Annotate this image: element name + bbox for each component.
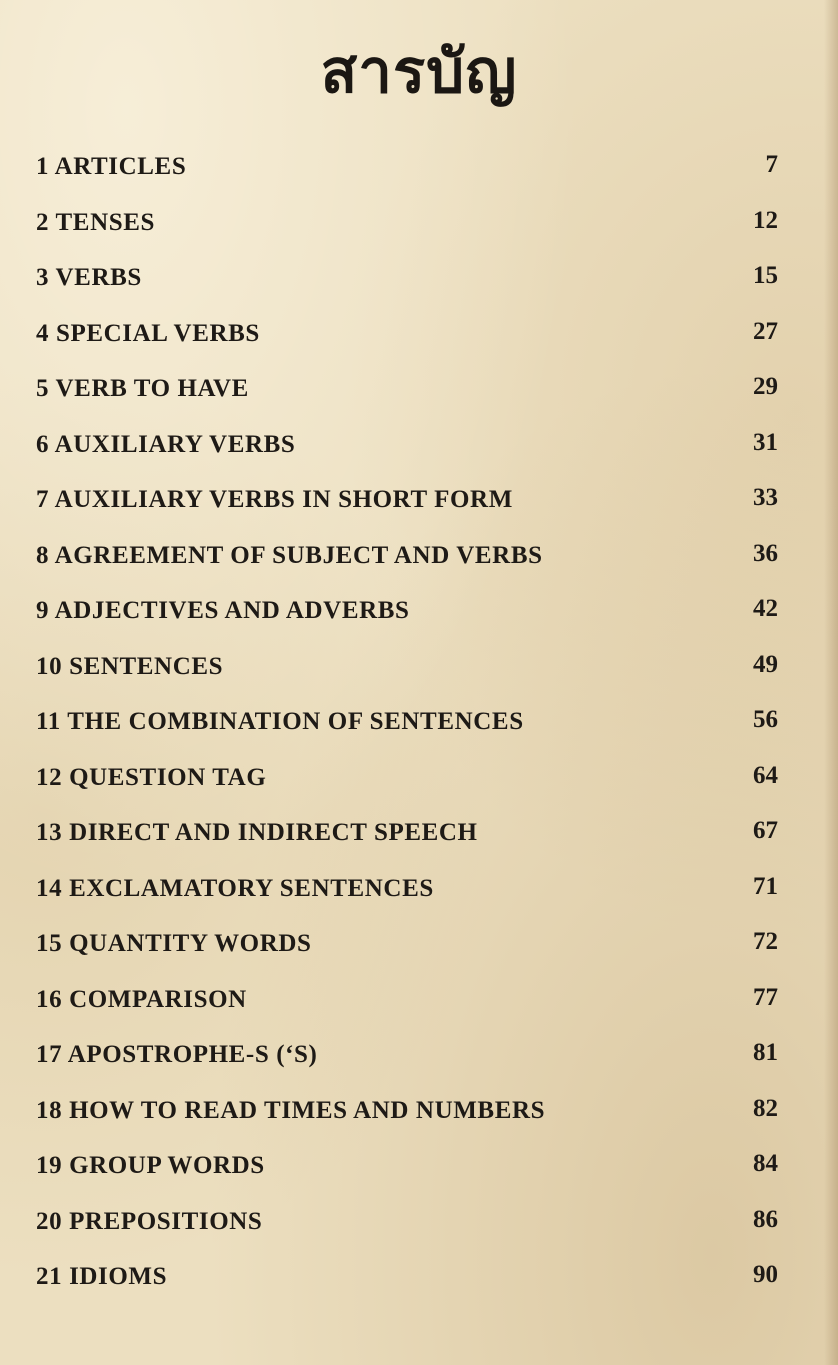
toc-entry-page-number: 84 xyxy=(753,1150,778,1177)
toc-entry-label xyxy=(36,764,266,792)
toc-entry-title: EXCLAMATORY SENTENCES xyxy=(69,874,434,902)
toc-entry-page-number: 36 xyxy=(753,539,778,567)
toc-entry-label xyxy=(36,1208,262,1236)
toc-entry-page-number: 7 xyxy=(765,151,778,178)
toc-entry-page-number: 42 xyxy=(753,595,778,622)
toc-entry xyxy=(0,1033,838,1089)
toc-entry-title: ARTICLES xyxy=(54,153,187,180)
toc-entry-page-number: 15 xyxy=(753,262,778,289)
toc-entry-number: 4 xyxy=(36,319,50,347)
toc-entry-title: QUESTION TAG xyxy=(69,763,267,791)
toc-entry-title: APOSTROPHE-S (‘S) xyxy=(67,1041,318,1068)
toc-entry xyxy=(0,367,838,423)
toc-entry-label xyxy=(36,431,295,459)
toc-entry-page-number: 71 xyxy=(753,872,778,900)
toc-entry-number: 21 xyxy=(36,1263,63,1290)
toc-entry-title: SPECIAL VERBS xyxy=(55,319,260,347)
toc-entry xyxy=(0,1255,838,1311)
toc-entry xyxy=(0,1144,838,1200)
toc-entry-number: 10 xyxy=(36,652,63,680)
toc-entry-title: QUANTITY WORDS xyxy=(69,930,312,957)
toc-entry-title: HOW TO READ TIMES AND NUMBERS xyxy=(69,1096,546,1124)
toc-entry-number: 18 xyxy=(36,1096,63,1124)
toc-entry xyxy=(0,978,838,1034)
toc-entry-page-number: 56 xyxy=(753,706,778,733)
toc-entry-page-number: 90 xyxy=(753,1261,778,1288)
toc-entry-number: 11 xyxy=(36,708,61,735)
toc-entry-number: 12 xyxy=(36,763,63,791)
toc-entry-number: 3 xyxy=(36,264,50,291)
toc-entry xyxy=(0,756,838,812)
toc-entry-page-number: 33 xyxy=(753,484,778,511)
toc-entry-title: AGREEMENT OF SUBJECT AND VERBS xyxy=(54,541,543,569)
toc-entry-title: AUXILIARY VERBS IN SHORT FORM xyxy=(54,486,513,513)
page-title: สารบัญ xyxy=(320,37,518,107)
toc-entry-page-number: 67 xyxy=(753,817,778,844)
toc-entry-title: PREPOSITIONS xyxy=(69,1207,263,1235)
toc-entry-label xyxy=(36,1152,265,1180)
toc-entry-number: 9 xyxy=(36,597,50,624)
toc-entry xyxy=(0,423,838,479)
toc-entry xyxy=(0,312,838,368)
toc-entry xyxy=(0,811,838,867)
toc-entry-label xyxy=(36,486,513,514)
toc-entry-title: SENTENCES xyxy=(69,652,224,680)
toc-entry-label xyxy=(36,1041,318,1069)
toc-entry-label xyxy=(36,875,434,903)
toc-entry-label xyxy=(36,153,186,181)
toc-entry-page-number: 49 xyxy=(753,650,778,678)
toc-entry-label xyxy=(36,320,260,348)
toc-entry-title: AUXILIARY VERBS xyxy=(54,430,296,458)
toc-entry-label xyxy=(36,1263,167,1291)
toc-entry-number: 17 xyxy=(36,1041,63,1068)
toc-entry-label xyxy=(36,653,223,681)
toc-entry-label xyxy=(36,819,478,847)
toc-entry-title: ADJECTIVES AND ADVERBS xyxy=(54,597,410,624)
toc-entry-title: TENSES xyxy=(55,208,156,236)
toc-entry-title: VERB TO HAVE xyxy=(55,375,249,402)
toc-entry-label xyxy=(36,264,142,292)
toc-entry xyxy=(0,1089,838,1145)
toc-entry-number: 13 xyxy=(36,819,63,846)
toc-entry-title: VERBS xyxy=(55,264,142,291)
toc-entry xyxy=(0,867,838,923)
toc-entry-title: IDIOMS xyxy=(69,1263,168,1290)
toc-entry-page-number: 82 xyxy=(753,1094,778,1122)
toc-entry xyxy=(0,145,838,201)
toc-entry xyxy=(0,589,838,645)
toc-entry-number: 7 xyxy=(36,486,50,513)
toc-entry-title: GROUP WORDS xyxy=(69,1152,265,1179)
toc-entry-number: 2 xyxy=(36,208,50,236)
toc-entry xyxy=(0,534,838,590)
toc-entry-label xyxy=(36,1097,545,1125)
toc-entry-title: THE COMBINATION OF SENTENCES xyxy=(67,708,524,735)
toc-entry-label xyxy=(36,209,155,237)
toc-entry-number: 1 xyxy=(36,153,50,180)
toc-entry xyxy=(0,478,838,534)
toc-entry-number: 19 xyxy=(36,1152,63,1179)
toc-entry-number: 5 xyxy=(36,375,50,402)
toc-entry-page-number: 31 xyxy=(753,428,778,456)
toc-entry-page-number: 29 xyxy=(753,373,778,400)
toc-entry-label xyxy=(36,375,249,403)
toc-entry-page-number: 81 xyxy=(753,1039,778,1066)
toc-entry-number: 14 xyxy=(36,874,63,902)
toc-entry-page-number: 72 xyxy=(753,928,778,955)
toc-entry-number: 20 xyxy=(36,1207,63,1235)
toc-entry-page-number: 27 xyxy=(753,317,778,345)
toc-entry xyxy=(0,1200,838,1256)
toc-entry-label xyxy=(36,708,524,736)
toc-entry-number: 8 xyxy=(36,541,50,569)
toc-entry-title: DIRECT AND INDIRECT SPEECH xyxy=(69,819,478,846)
toc-entry-page-number: 77 xyxy=(753,983,778,1011)
toc-entry-label xyxy=(36,986,247,1014)
toc-entry xyxy=(0,256,838,312)
toc-entry xyxy=(0,922,838,978)
toc-entry xyxy=(0,700,838,756)
toc-entry-title: COMPARISON xyxy=(69,985,247,1013)
toc-entry-label xyxy=(36,542,543,570)
toc-entry-number: 6 xyxy=(36,430,50,458)
toc-entry-label xyxy=(36,930,312,958)
toc-entry-page-number: 86 xyxy=(753,1205,778,1233)
toc-entry-number: 15 xyxy=(36,930,63,957)
toc-entry-page-number: 64 xyxy=(753,761,778,789)
toc-entry-page-number: 12 xyxy=(753,206,778,234)
toc-entry-label xyxy=(36,597,410,625)
table-of-contents xyxy=(0,145,838,1311)
toc-entry xyxy=(0,645,838,701)
toc-entry-number: 16 xyxy=(36,985,63,1013)
toc-entry xyxy=(0,201,838,257)
